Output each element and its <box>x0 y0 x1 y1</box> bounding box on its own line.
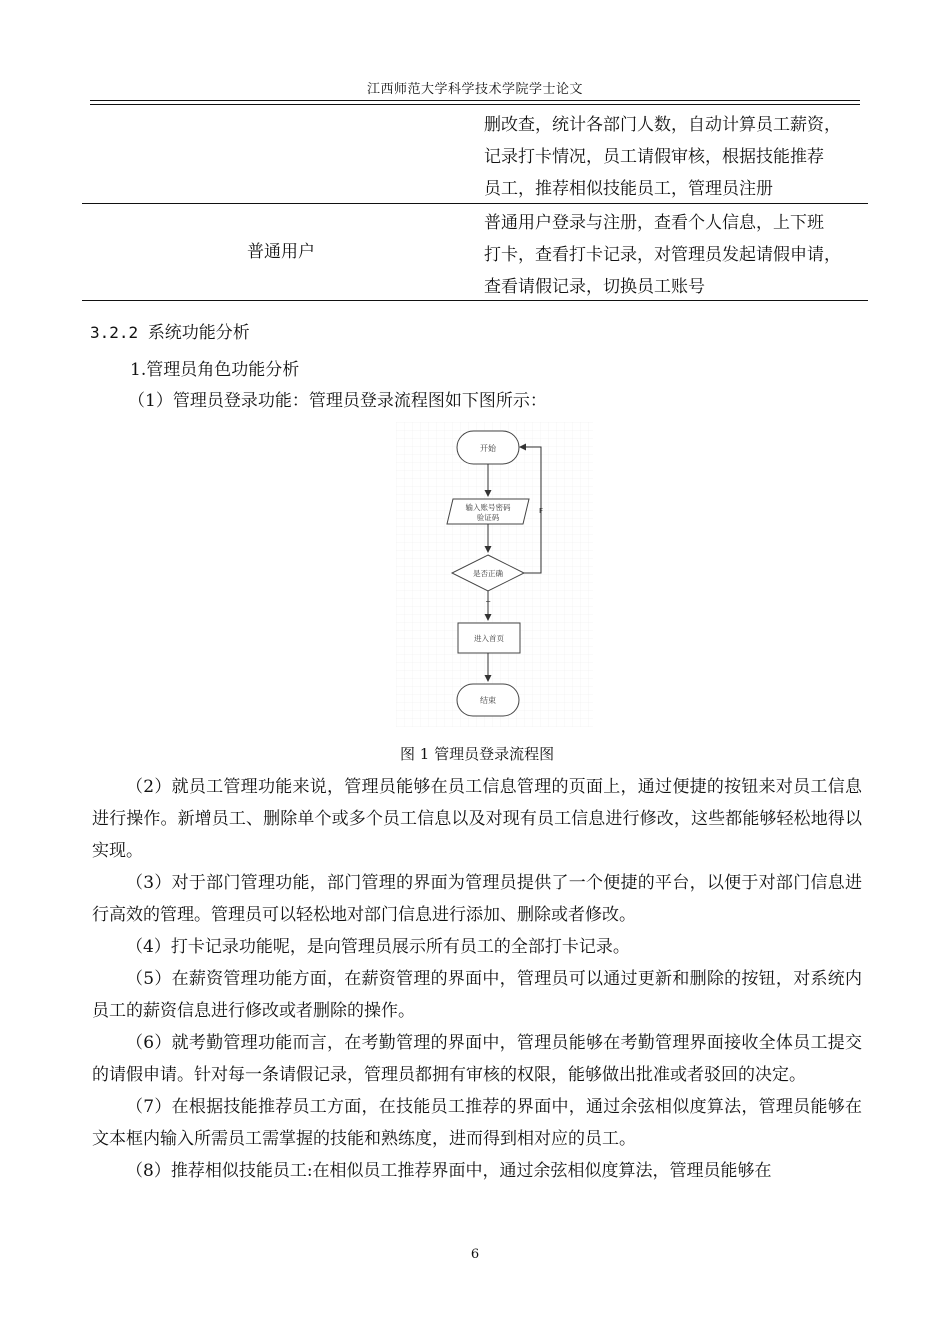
table-cell-line: 删改查，统计各部门人数，自动计算员工薪资， <box>484 115 841 135</box>
paragraph: （3）对于部门管理功能，部门管理的界面为管理员提供了一个便捷的平台，以便于对部门信息进行高效的管理。管理员可以轻松地对部门信息进行添加、删除或者修改。 <box>92 873 863 925</box>
header-rule-thin <box>90 104 860 105</box>
paragraph: （2）就员工管理功能来说，管理员能够在员工信息管理的页面上，通过便捷的按钮来对员工信息进行操作。新增员工、删除单个或多个员工信息以及对现有员工信息进行修改，这些都能够轻松地得以实现。 <box>92 777 863 861</box>
body-text <box>92 771 862 1187</box>
table-cell-line: 员工，推荐相似技能员工，管理员注册 <box>484 179 773 199</box>
running-header: 江西师范大学科学技术学院学士论文 <box>366 82 583 97</box>
flowchart-start-label: 开始 <box>480 444 496 453</box>
table-cell-description <box>480 204 864 300</box>
table-cell-role <box>82 106 480 203</box>
table-cell-line: 打卡，查看打卡记录，对管理员发起请假申请， <box>484 245 841 265</box>
figure-caption: 图 1 管理员登录流程图 <box>400 745 555 763</box>
intro-line: （1）管理员登录功能：管理员登录流程图如下图所示： <box>128 391 547 411</box>
subheading: 1.管理员角色功能分析 <box>130 360 300 380</box>
section-number: 3.2.2 <box>90 323 139 342</box>
flowchart-decision-label: 是否正确 <box>473 569 503 578</box>
table-cell-line: 普通用户登录与注册，查看个人信息，上下班 <box>484 213 824 233</box>
table-cell-role: 普通用户 <box>247 242 315 262</box>
flowchart-true-label: T <box>486 600 491 608</box>
table-cell-line: 查看请假记录，切换员工账号 <box>484 277 705 297</box>
paragraph: （4）打卡记录功能呢，是向管理员展示所有员工的全部打卡记录。 <box>126 937 630 957</box>
roles-table <box>82 106 868 301</box>
paragraph: （5）在薪资管理功能方面，在薪资管理的界面中，管理员可以通过更新和删除的按钮，对系统内员工的薪资信息进行修改或者删除的操作。 <box>92 969 863 1021</box>
flowchart-input-label-1: 输入账号密码 <box>465 503 511 512</box>
flowchart-false-label: F <box>539 507 544 515</box>
section-title: 系统功能分析 <box>147 323 250 343</box>
table-row <box>82 106 868 204</box>
flowchart-input-label-2: 验证码 <box>476 513 500 522</box>
table-cell-description <box>480 106 864 203</box>
section-heading <box>90 318 250 343</box>
login-flowchart <box>396 422 593 727</box>
paragraph: （7）在根据技能推荐员工方面，在技能员工推荐的界面中，通过余弦相似度算法，管理员能够在文本框内输入所需员工需掌握的技能和熟练度，进而得到相对应的员工。 <box>92 1097 863 1149</box>
page-number: 6 <box>470 1247 480 1262</box>
table-row <box>82 204 868 301</box>
paragraph: （6）就考勤管理功能而言，在考勤管理的界面中，管理员能够在考勤管理界面接收全体员工提交的请假申请。针对每一条请假记录，管理员都拥有审核的权限，能够做出批准或者驳回的决定。 <box>92 1033 863 1085</box>
flowchart-process-label: 进入首页 <box>474 634 504 643</box>
paragraph: （8）推荐相似技能员工:在相似员工推荐界面中，通过余弦相似度算法，管理员能够在 <box>126 1161 772 1181</box>
table-cell-line: 记录打卡情况，员工请假审核，根据技能推荐 <box>484 147 824 167</box>
header-rule-thick <box>90 100 860 101</box>
flowchart-end-label: 结束 <box>480 696 496 705</box>
